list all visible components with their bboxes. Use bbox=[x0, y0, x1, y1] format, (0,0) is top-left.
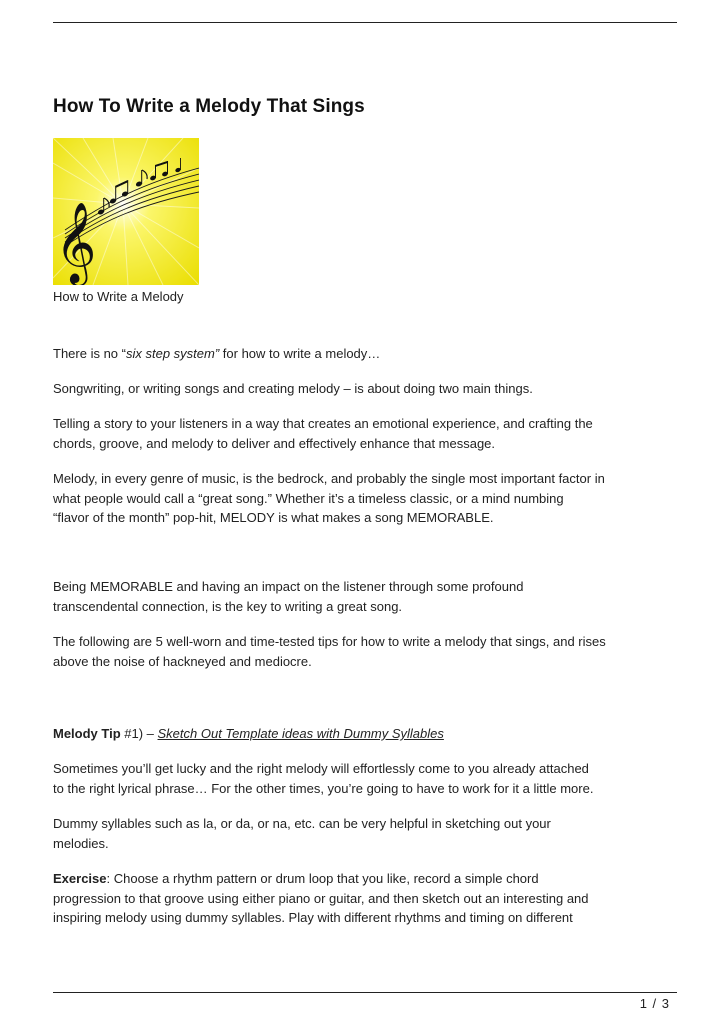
header-rule bbox=[53, 22, 677, 23]
image-caption: How to Write a Melody bbox=[53, 289, 184, 304]
songwriting-paragraph: Songwriting, or writing songs and creating melody – is about doing two main things. bbox=[53, 381, 533, 396]
treble-clef-music-notes-icon bbox=[53, 138, 199, 285]
exercise-line-3: inspiring melody using dummy syllables. Play with different rhythms and timing on different bbox=[53, 910, 573, 925]
intro-text-before: There is no “ bbox=[53, 346, 126, 361]
tips-intro-paragraph bbox=[53, 632, 683, 671]
memorable-line-2: transcendental connection, is the key to writing a great song. bbox=[53, 598, 403, 614]
dummy-line-2: melodies. bbox=[53, 835, 109, 851]
page-number: 1 / 3 bbox=[639, 996, 670, 1011]
footer-rule bbox=[53, 992, 677, 993]
exercise-paragraph bbox=[53, 869, 683, 928]
intro-text-after: for how to write a melody… bbox=[219, 346, 381, 361]
exercise-line-2: progression to that groove using either piano or guitar, and then sketch out an interesting and bbox=[53, 890, 589, 906]
svg-text:𝄞: 𝄞 bbox=[55, 201, 97, 283]
story-line-1: Telling a story to your listeners in a way that creates an emotional experience, and crafting the bbox=[53, 416, 593, 431]
melody-tip-label: Melody Tip bbox=[53, 726, 121, 741]
dummy-line-1: Dummy syllables such as la, or da, or na, etc. can be very helpful in sketching out your bbox=[53, 816, 551, 831]
lucky-line-1: Sometimes you’ll get lucky and the right melody will effortlessly come to you already attached bbox=[53, 761, 589, 776]
intro-paragraph bbox=[53, 344, 683, 364]
page-title: How To Write a Melody That Sings bbox=[53, 96, 365, 117]
tips-intro-line-1: The following are 5 well-worn and time-tested tips for how to write a melody that sings, and rises bbox=[53, 634, 606, 649]
melody-tip-1-heading bbox=[53, 724, 683, 744]
memorable-paragraph bbox=[53, 577, 683, 616]
melody-line-3: “flavor of the month” pop-hit, MELODY is what makes a song MEMORABLE. bbox=[53, 510, 494, 525]
intro-text-italic: six step system” bbox=[125, 346, 220, 361]
exercise-line-1: : Choose a rhythm pattern or drum loop that you like, record a simple chord bbox=[106, 871, 539, 886]
melody-tip-number: #1) – bbox=[120, 726, 158, 741]
memorable-line-1: Being MEMORABLE and having an impact on the listener through some profound bbox=[53, 579, 524, 594]
lucky-line-2: to the right lyrical phrase… For the other times, you’re going to have to work for it a little more. bbox=[53, 780, 594, 796]
melody-paragraph bbox=[53, 469, 683, 528]
dummy-syllables-paragraph bbox=[53, 814, 683, 853]
lucky-paragraph bbox=[53, 759, 683, 798]
melody-line-1: Melody, in every genre of music, is the bedrock, and probably the single most important factor in bbox=[53, 471, 605, 486]
melody-line-2: what people would call a “great song.” Whether it’s a timeless classic, or a mind numbing bbox=[53, 490, 564, 506]
melody-tip-1-link[interactable]: Sketch Out Template ideas with Dummy Syllables bbox=[157, 726, 444, 741]
story-line-2: chords, groove, and melody to deliver and effectively enhance that message. bbox=[53, 435, 496, 451]
exercise-label: Exercise bbox=[53, 871, 107, 886]
tips-intro-line-2: above the noise of hackneyed and mediocre. bbox=[53, 653, 312, 669]
story-paragraph bbox=[53, 414, 683, 453]
